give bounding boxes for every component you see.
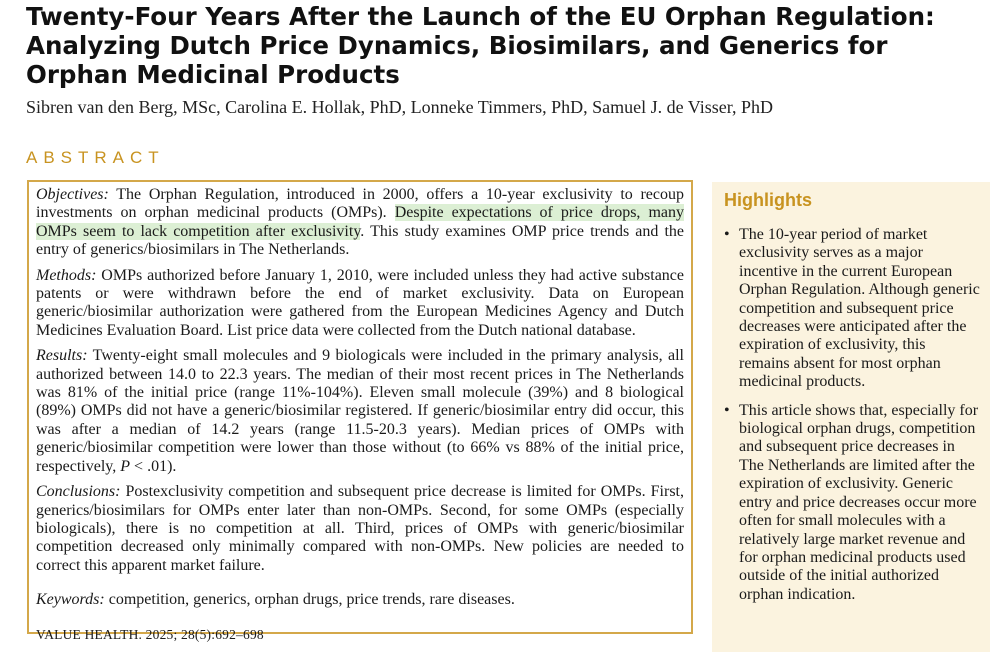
conclusions-text: Postexclusivity competition and subsequent price decrease is limited for OMPs. First, generics/biosimilars for OMPs enter later than non-OMPs. Second, for some OMPs (especially biologicals), there is no competition at all. Third, prices of OMPs with generic/biosimilar competition decreased only minimally compared with non-OMPs. New policies are needed to correct this apparent market failure. (36, 483, 684, 574)
objectives-label: Objectives: (36, 186, 109, 203)
objectives-paragraph (36, 186, 684, 260)
methods-paragraph (36, 267, 684, 341)
abstract-box (27, 180, 693, 642)
results-text: Twenty-eight small molecules and 9 biologicals were included in the primary analysis, all authorized between 14.0 to 22.3 years. The median of their most recent prices in The Netherlands was 81% of the initial price (range 11%-104%). Eleven small molecule (39%) and 8 biological (89%) OMPs did not have a generic/biosimilar registered. If generic/biosimilar entry did occur, this was after a median of 14.2 years (range 11.5-20.3 years). Median prices of OMPs with generic/biosimilar competition were lower than those without (to 66% vs 88% of the initial price, respectively, (36, 347, 684, 475)
conclusions-paragraph (36, 483, 684, 575)
methods-text: OMPs authorized before January 1, 2010, were included unless they had active substance patents or were withdrawn before the end of market exclusivity. Data on European generic/biosimilar authorization were gathered from the European Medicines Agency and Dutch Medicines Evaluation Board. List price data were collected from the Dutch national database. (36, 266, 684, 339)
objectives-highlighted-text: Despite expectations of price drops, many OMPs seem to lack competition after exclusivity (36, 204, 684, 240)
highlight-item-text: The 10-year period of market exclusivity serves as a major incentive in the current European Orphan Regulation. Although generic competition and subsequent price decreases were anticipated after the expiration of exclusivity, this remains absent for most orphan medicinal products. (739, 226, 980, 391)
objectives-text-end: . This study examines OMP price trends and the entry of generics/biosimilars in The Netherlands. (36, 222, 685, 259)
highlights-title: Highlights (724, 190, 812, 210)
keywords-label: Keywords: (36, 591, 105, 609)
results-paragraph (36, 347, 684, 476)
objectives-text: The Orphan Regulation, introduced in 2000, offers a 10-year exclusivity to recoup investments on orphan medicinal products (OMPs). (36, 186, 684, 222)
abstract-heading: ABSTRACT (26, 148, 165, 167)
highlight-item-text: This article shows that, especially for biological orphan drugs, competition and subsequent price decreases in The Netherlands are limited after the expiration of exclusivity. Generic entry and price decreases occur more often for small molecules with a relatively large market revenue and for orphan medicinal products used outside of the initial authorized orphan indication. (739, 401, 979, 603)
highlight-item (724, 226, 980, 392)
citation: VALUE HEALTH. 2025; 28(5):692–698 (36, 626, 264, 642)
bullet-icon: • (724, 226, 730, 243)
p-value-symbol: P (120, 457, 131, 475)
results-label: Results: (36, 347, 88, 365)
article-title: Twenty-Four Years After the Launch of the EU Orphan Regulation: Analyzing Dutch Price Dynamics, Biosimilars, and Generics for Orphan Medicinal Products (26, 2, 935, 89)
highlight-item (724, 402, 980, 604)
bullet-icon: • (724, 401, 730, 419)
author-list: Sibren van den Berg, MSc, Carolina E. Hollak, PhD, Lonneke Timmers, PhD, Samuel J. de Visser, PhD (26, 97, 773, 117)
highlights-box (712, 182, 990, 652)
keywords-line (36, 591, 684, 609)
keywords-text: competition, generics, orphan drugs, price trends, rare diseases. (104, 591, 515, 609)
methods-label: Methods: (36, 266, 97, 284)
results-text-end: < .01). (130, 457, 177, 475)
conclusions-label: Conclusions: (36, 483, 121, 501)
